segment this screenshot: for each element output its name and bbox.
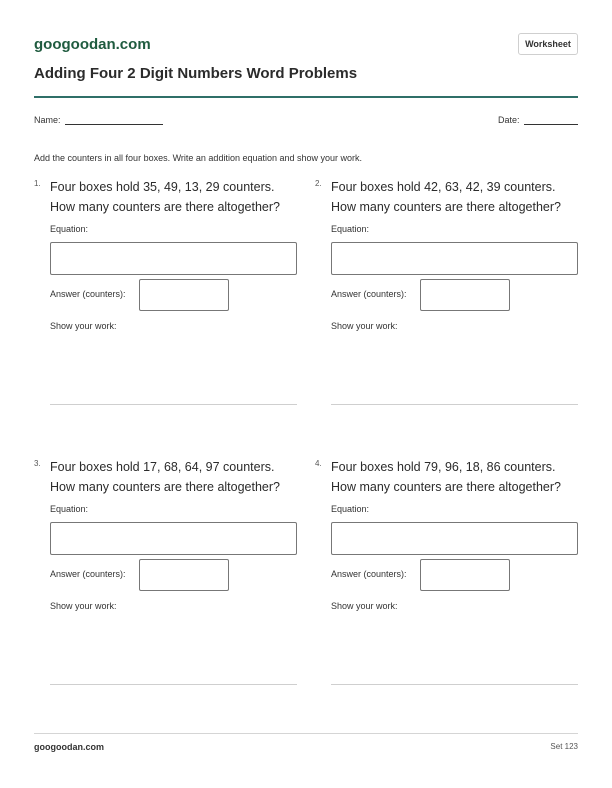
work-line bbox=[331, 404, 578, 405]
answer-box[interactable] bbox=[420, 279, 510, 311]
problem-text-line-1: Four boxes hold 35, 49, 13, 29 counters. bbox=[50, 180, 275, 194]
date-blank[interactable] bbox=[524, 115, 578, 125]
work-line bbox=[50, 684, 297, 685]
show-work-label: Show your work: bbox=[50, 321, 117, 331]
footer-set-number: Set 123 bbox=[550, 742, 578, 751]
problem-number: 3. bbox=[34, 459, 41, 468]
problem-text-line-1: Four boxes hold 42, 63, 42, 39 counters. bbox=[331, 180, 556, 194]
problem-4 bbox=[315, 457, 578, 611]
answer-box[interactable] bbox=[139, 279, 229, 311]
name-label: Name: bbox=[34, 115, 61, 125]
problem-text-line-2: How many counters are there altogether? bbox=[331, 200, 561, 214]
title-divider bbox=[34, 96, 578, 98]
problem-1 bbox=[34, 177, 297, 331]
equation-label: Equation: bbox=[50, 224, 89, 234]
equation-box[interactable] bbox=[50, 242, 297, 275]
answer-label: Answer (counters): bbox=[331, 289, 407, 299]
date-label: Date: bbox=[498, 115, 520, 125]
problem-text-line-2: How many counters are there altogether? bbox=[50, 200, 280, 214]
equation-label: Equation: bbox=[331, 224, 370, 234]
page-title: Adding Four 2 Digit Numbers Word Problems bbox=[34, 65, 358, 82]
work-line bbox=[50, 404, 297, 405]
equation-box[interactable] bbox=[331, 242, 578, 275]
problem-number: 4. bbox=[315, 459, 322, 468]
equation-label: Equation: bbox=[331, 504, 370, 514]
problem-number: 2. bbox=[315, 179, 322, 188]
equation-box[interactable] bbox=[331, 522, 578, 555]
show-work-label: Show your work: bbox=[331, 601, 398, 611]
problem-text-line-1: Four boxes hold 17, 68, 64, 97 counters. bbox=[50, 460, 275, 474]
problem-text-line-2: How many counters are there altogether? bbox=[331, 480, 561, 494]
answer-label: Answer (counters): bbox=[50, 569, 126, 579]
name-blank[interactable] bbox=[65, 115, 163, 125]
name-field[interactable] bbox=[34, 115, 163, 125]
problem-text-line-1: Four boxes hold 79, 96, 18, 86 counters. bbox=[331, 460, 556, 474]
equation-box[interactable] bbox=[50, 522, 297, 555]
answer-box[interactable] bbox=[139, 559, 229, 591]
problem-2 bbox=[315, 177, 578, 331]
footer-divider bbox=[34, 733, 578, 734]
date-field[interactable] bbox=[498, 115, 578, 125]
show-work-label: Show your work: bbox=[50, 601, 117, 611]
problem-number: 1. bbox=[34, 179, 41, 188]
worksheet-badge: Worksheet bbox=[518, 33, 578, 55]
answer-label: Answer (counters): bbox=[50, 289, 126, 299]
brand-logo: googoodan.com bbox=[34, 36, 151, 53]
show-work-label: Show your work: bbox=[331, 321, 398, 331]
work-line bbox=[331, 684, 578, 685]
answer-box[interactable] bbox=[420, 559, 510, 591]
answer-label: Answer (counters): bbox=[331, 569, 407, 579]
instructions: Add the counters in all four boxes. Write an addition equation and show your work. bbox=[34, 153, 363, 163]
problem-text-line-2: How many counters are there altogether? bbox=[50, 480, 280, 494]
problem-3 bbox=[34, 457, 297, 611]
equation-label: Equation: bbox=[50, 504, 89, 514]
footer-site: googoodan.com bbox=[34, 742, 104, 752]
